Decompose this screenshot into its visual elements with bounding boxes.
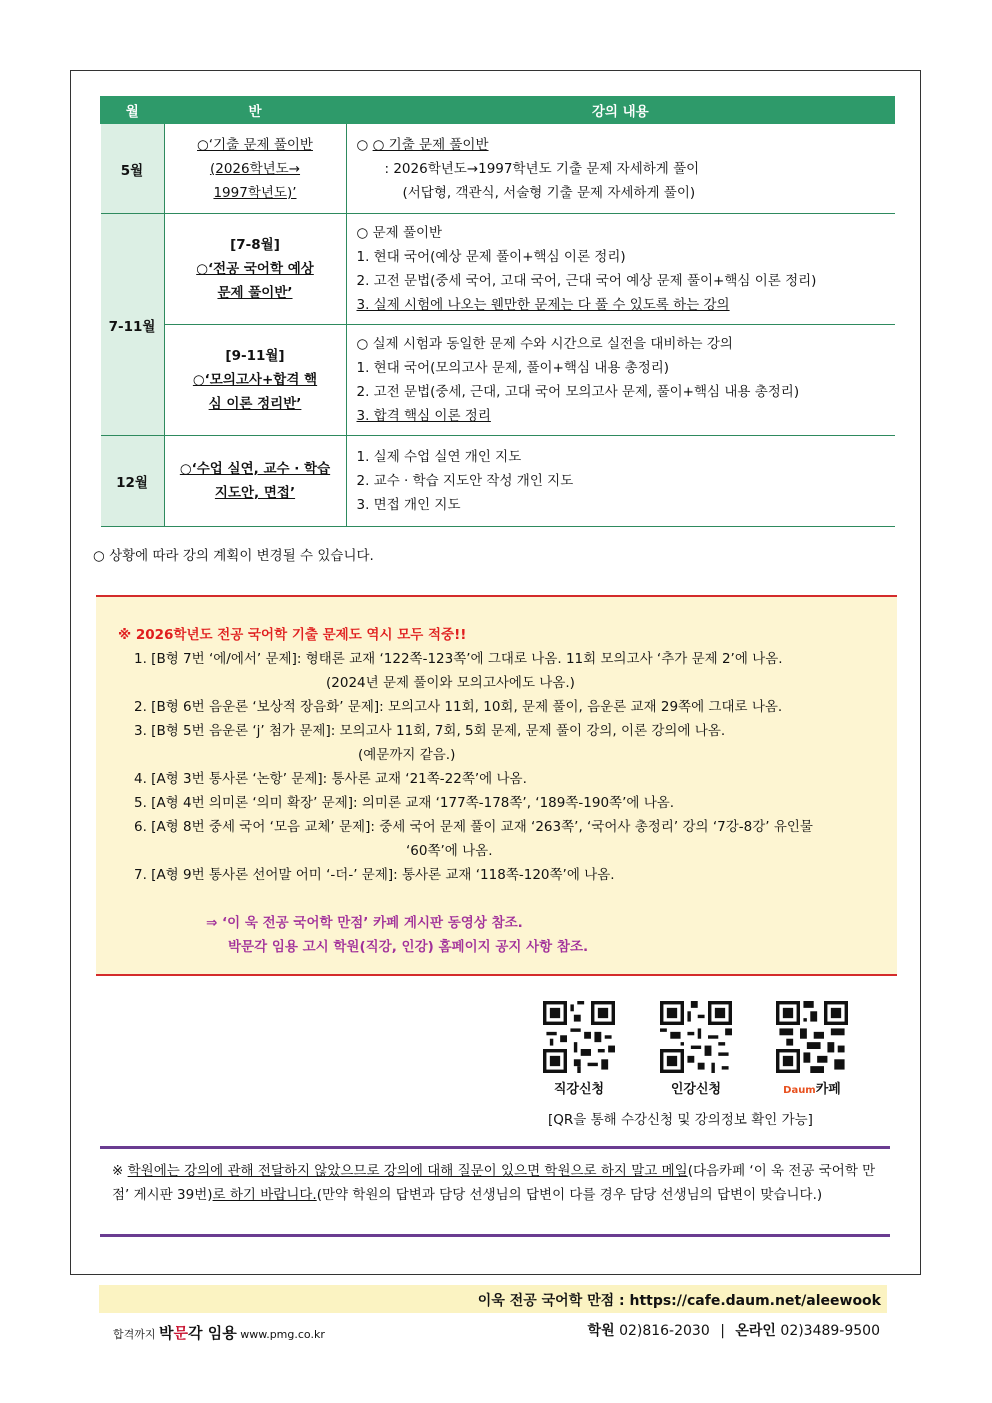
ban-line: ○‘전공 국어학 예상 [196,261,314,277]
inquiry-text: ※ 학원에는 강의에 관해 전달하지 않았으므로 강의에 대해 질문이 있으면 학원으로 하지 말고 메일(다음카페 ‘이 욱 전공 국어학 만점’ 게시판 39번)로 하기 바랍니다.(만약 학원의 답변과 담당 선생님의 답변이 다를 경우 담당 선생님의 답변이 맞습니다.) [112,1163,876,1203]
month-cell: 12월 [101,436,165,527]
content-line: 2. 고전 문법(중세 국어, 고대 국어, 근대 국어 예상 문제 풀이+핵심 이론 정리) [356,273,817,289]
content-line: 3. 실제 시험에 나오는 웬만한 문제는 다 풀 수 있도록 하는 강의 [356,297,730,313]
inquiry-box [100,1146,890,1237]
ban-line: ○‘모의고사+합격 핵 [192,372,318,388]
notice-item-cont: (예문까지 같음.) [358,747,456,763]
header-ban: 반 [164,97,346,124]
cafe-link[interactable]: 이욱 전공 국어학 만점 : https://cafe.daum.net/aleewook [477,1293,881,1309]
ban-cell [164,325,346,436]
reference-homepage: 박문각 임용 고시 학원(직강, 인강) 홈페이지 공지 사항 참조. [228,939,589,955]
content-line: 1. 현대 국어(예상 문제 풀이+핵심 이론 정리) [356,249,626,265]
content-line: 1. 실제 수업 실연 개인 지도 [356,449,522,465]
content-line: ○ 문제 풀이반 [356,225,443,241]
qr-note: [QR을 통해 수강신청 및 강의정보 확인 가능] [548,1112,813,1128]
notice-item: 4. [A형 3번 통사론 ‘논항’ 문제]: 통사론 교재 ‘21쪽-22쪽’에 나옴. [134,771,527,787]
content-line: 3. 합격 핵심 이론 정리 [356,408,491,424]
ban-cell [164,436,346,527]
content-line: ○ 실제 시험과 동일한 문제 수와 시간으로 실전을 대비하는 강의 [356,336,733,352]
content-cell [346,214,895,325]
site-link[interactable]: www.pmg.co.kr [240,1328,325,1341]
ban-cell [164,214,346,325]
ban-line: (2026학년도→ [209,160,301,177]
content-line: 3. 면접 개인 지도 [356,497,461,513]
notice-item: 1. [B형 7번 ‘에/에서’ 문제]: 형태론 교재 ‘122쪽-123쪽’에 그대로 나옴. 11회 모의고사 ‘추가 문제 2’에 나옴. [134,651,783,667]
ban-line: [7-8월] [230,237,280,253]
notice-item: 6. [A형 8번 중세 국어 ‘모음 교체’ 문제]: 중세 국어 문제 풀이 교재 ‘263쪽’, ‘국어사 총정리’ 강의 ‘7강-8강’ 유인물 [134,819,813,835]
qr-code-cafe[interactable] [776,1001,848,1073]
qr-label-online: 인강신청 [670,1082,722,1097]
notice-heading: ※ 2026학년도 전공 국어학 기출 문제도 역시 모두 적중!! [118,627,467,643]
content-cell [346,436,895,527]
qr-label-cafe: Daum카페 [783,1082,841,1097]
ban-line: [9-11월] [225,348,285,364]
notice-box [96,595,897,976]
contact-phones: 학원 02)816-2030 | 온라인 02)3489-9500 [587,1323,880,1339]
cafe-footer-bar [99,1285,887,1313]
content-line: ○ ○ 기출 문제 풀이반 [356,136,489,153]
qr-code-online[interactable] [660,1001,732,1073]
ban-line: 지도안, 면접’ [214,485,296,501]
table-row [101,325,895,436]
header-month: 월 [101,97,165,124]
content-cell [346,124,895,214]
ban-line: ○‘기출 문제 풀이반 [197,136,313,153]
table-row [101,436,895,527]
academy-logo: 합격까지 박문각 임용 www.pmg.co.kr [113,1324,325,1342]
notice-item-cont: (2024년 문제 풀이와 모의고사에도 나옴.) [326,675,575,691]
content-line: 1. 현대 국어(모의고사 문제, 풀이+핵심 내용 총정리) [356,360,670,376]
brand-name: 박문각 임용 [159,1324,237,1342]
qr-label-direct: 직강신청 [553,1082,605,1097]
month-cell: 7-11월 [101,214,165,436]
schedule-change-note: ○ 상황에 따라 강의 계획이 변경될 수 있습니다. [93,548,374,564]
table-row [101,124,895,214]
content-cell [346,325,895,436]
notice-item-cont: ‘60쪽’에 나옴. [406,843,493,859]
header-content: 강의 내용 [346,97,895,124]
content-line: : 2026학년도→1997학년도 기출 문제 자세하게 풀이 [384,160,700,177]
notice-item: 2. [B형 6번 음운론 ‘보상적 장음화’ 문제]: 모의고사 11회, 10회, 문제 풀이, 음운론 교재 29쪽에 그대로 나옴. [134,699,783,715]
table-row [101,214,895,325]
content-line: 2. 교수 · 학습 지도안 작성 개인 지도 [356,473,574,489]
ban-line: 문제 풀이반’ [217,285,293,301]
reference-cafe: ⇒ ‘이 욱 전공 국어학 만점’ 카페 게시판 동영상 참조. [206,915,523,931]
notice-item: 5. [A형 4번 의미론 ‘의미 확장’ 문제]: 의미론 교재 ‘177쪽-178쪽’, ‘189쪽-190쪽’에 나옴. [134,795,675,811]
ban-line: 1997학년도)’ [213,184,297,201]
ban-line: ○‘수업 실연, 교수 · 학습 [179,461,331,477]
qr-code-direct[interactable] [543,1001,615,1073]
content-line: (서답형, 객관식, 서술형 기출 문제 자세하게 풀이) [402,184,696,201]
daum-logo: Daum [783,1085,816,1096]
notice-item: 7. [A형 9번 통사론 선어말 어미 ‘-더-’ 문제]: 통사론 교재 ‘118쪽-120쪽’에 나옴. [134,867,615,883]
content-line: 2. 고전 문법(중세, 근대, 고대 국어 모의고사 문제, 풀이+핵심 내용 총정리) [356,384,800,400]
notice-item: 3. [B형 5번 음운론 ‘j’ 첨가 문제]: 모의고사 11회, 7회, 5회 문제, 문제 풀이 강의, 이론 강의에 나옴. [134,723,726,739]
ban-cell [164,124,346,214]
ban-line: 심 이론 정리반’ [208,396,302,412]
schedule-table [100,96,895,527]
month-cell: 5월 [101,124,165,214]
